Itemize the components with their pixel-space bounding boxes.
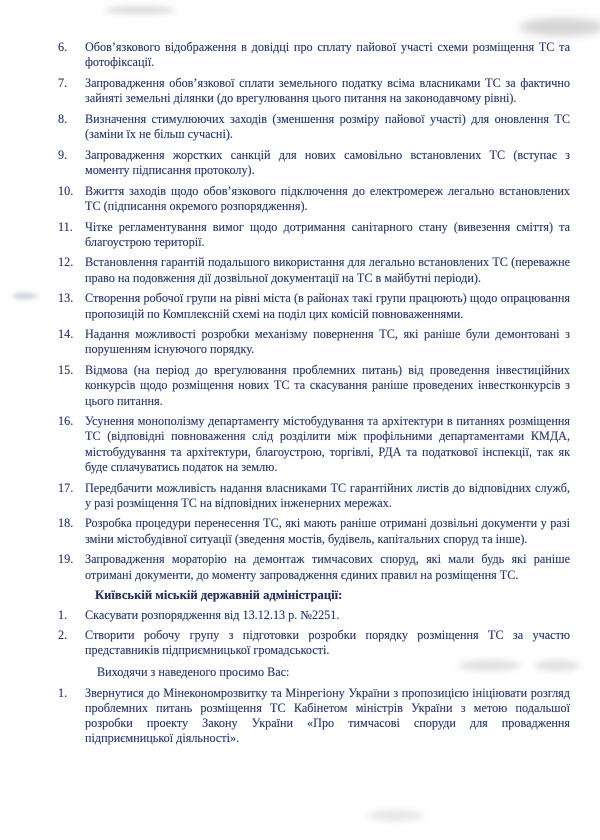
item-number: 8. bbox=[58, 111, 68, 126]
item-number: 13. bbox=[58, 291, 74, 306]
item-number: 1. bbox=[58, 607, 68, 622]
scan-artifact-bottom bbox=[368, 810, 423, 821]
item-number: 15. bbox=[58, 363, 74, 378]
list-item bbox=[58, 608, 570, 623]
item-text: Запровадження обов’язкової сплати земельного податку всіма власниками ТС за фактично зайняті земельні ділянки (до врегулювання цього питання на законодавчому рівні). bbox=[85, 75, 570, 106]
list-item bbox=[58, 76, 570, 106]
item-text: Встановлення гарантій подальшого використання для легально встановлених ТС (переважне право на подовження дії дозвільної документації на ТС в майбутні періоди). bbox=[85, 255, 570, 285]
item-number: 12. bbox=[58, 255, 74, 270]
item-number: 7. bbox=[58, 75, 68, 90]
item-number: 17. bbox=[58, 480, 74, 495]
item-text: Створити робочу групу з підготовки розробки порядку розміщення ТС за участю представників підприємницької громадськості. bbox=[85, 628, 570, 658]
list-item bbox=[58, 628, 570, 658]
list-item bbox=[58, 481, 570, 511]
item-text: Створення робочої групи на рівні міста (в районах такі групи працюють) щодо опрацювання пропозицій по Комплексній схемі на поділ цих комісій повноваженнями. bbox=[85, 291, 570, 321]
kmda-list bbox=[58, 608, 570, 659]
request-list bbox=[58, 686, 570, 747]
item-number: 10. bbox=[58, 183, 74, 198]
item-text: Чітке регламентування вимог щодо дотримання санітарного стану (вивезення сміття) та благоустрою території. bbox=[85, 219, 570, 249]
list-item bbox=[58, 112, 570, 142]
list-item bbox=[58, 516, 570, 546]
list-item bbox=[58, 414, 570, 475]
list-item bbox=[58, 552, 570, 582]
item-text: Усунення монополізму департаменту містобудування та архітектури в питаннях розміщення ТС (відповідні повноваження слід розділити між профільними департаментами КМДА, містобудування та архітектури, благоустрою, торгівлі, РДА та податкової інспекції, так як буде сплачуватись податок на землю. bbox=[85, 414, 570, 474]
list-item bbox=[58, 220, 570, 250]
item-text: Запровадження мораторію на демонтаж тимчасових споруд, які мали будь які раніше отримані документи, до моменту запровадження єдиних правил на розміщення ТС. bbox=[85, 552, 570, 582]
list-item bbox=[58, 291, 570, 321]
item-number: 1. bbox=[58, 685, 68, 700]
item-number: 19. bbox=[58, 552, 74, 567]
proposals-list bbox=[58, 40, 570, 583]
item-text: Скасувати розпорядження від 13.12.13 р. №2251. bbox=[85, 607, 340, 622]
closing-paragraph: Виходячи з наведеного просимо Вас: bbox=[97, 664, 290, 679]
list-item bbox=[58, 686, 570, 747]
list-item bbox=[58, 327, 570, 357]
item-number: 16. bbox=[58, 414, 74, 429]
item-text: Передбачити можливість надання власниками ТС гарантійних листів до відповідних служб, у разі розміщення ТС на відповідних інженерних мережах. bbox=[85, 480, 570, 510]
item-text: Надання можливості розробки механізму повернення ТС, які раніше були демонтовані з порушенням існуючого порядку. bbox=[85, 327, 570, 357]
scan-artifact-left-edge bbox=[12, 293, 38, 299]
list-item bbox=[58, 184, 570, 214]
item-text: Визначення стимулюючих заходів (зменшення розміру пайової участі) для оновлення ТС (заміни їх не більш сучасні). bbox=[85, 111, 570, 142]
list-item bbox=[58, 255, 570, 285]
item-number: 2. bbox=[58, 628, 68, 643]
item-number: 9. bbox=[58, 147, 68, 162]
scan-artifact-top bbox=[105, 6, 175, 14]
scan-artifact-top-right bbox=[520, 18, 600, 36]
item-text: Розробка процедури перенесення ТС, які мають раніше отримані дозвільні документи у разі зміни містобудівної ситуації (зведення мостів, будівель, капітальних споруд та інше). bbox=[85, 516, 570, 546]
list-item bbox=[58, 148, 570, 178]
item-text: Звернутися до Мінекономрозвитку та Мінрегіону України з пропозицією ініціювати розгляд проблемних питань розміщення ТС Кабінетом міністрів України з метою подальшої розробки проекту Закону України «Про тимчасові споруди для провадження підприємницької діяльності». bbox=[85, 685, 570, 746]
item-number: 11. bbox=[58, 219, 73, 234]
section-heading: Київській міській державній адміністрації: bbox=[95, 588, 343, 603]
item-number: 6. bbox=[58, 40, 68, 54]
item-number: 18. bbox=[58, 516, 74, 531]
item-number: 14. bbox=[58, 327, 74, 342]
item-text: Відмова (на період до врегулювання проблемних питань) від проведення інвестиційних конкурсів щодо розміщення нових ТС та скасування раніше проведених інвестконкурсів з цього питання. bbox=[85, 363, 570, 408]
list-item bbox=[58, 40, 570, 70]
list-item bbox=[58, 363, 570, 409]
document-body bbox=[58, 40, 570, 752]
item-text: Запровадження жорстких санкцій для нових самовільно встановлених ТС (вступає з моменту підписання протоколу). bbox=[85, 147, 570, 177]
item-text: Вжиття заходів щодо обов’язкового підключення до електромереж легально встановлених ТС (підписання окремого розпорядження). bbox=[85, 183, 570, 213]
item-text: Обов’язкового відображення в довідці про сплату пайової участі схеми розміщення ТС та фотофіксації. bbox=[85, 40, 570, 70]
